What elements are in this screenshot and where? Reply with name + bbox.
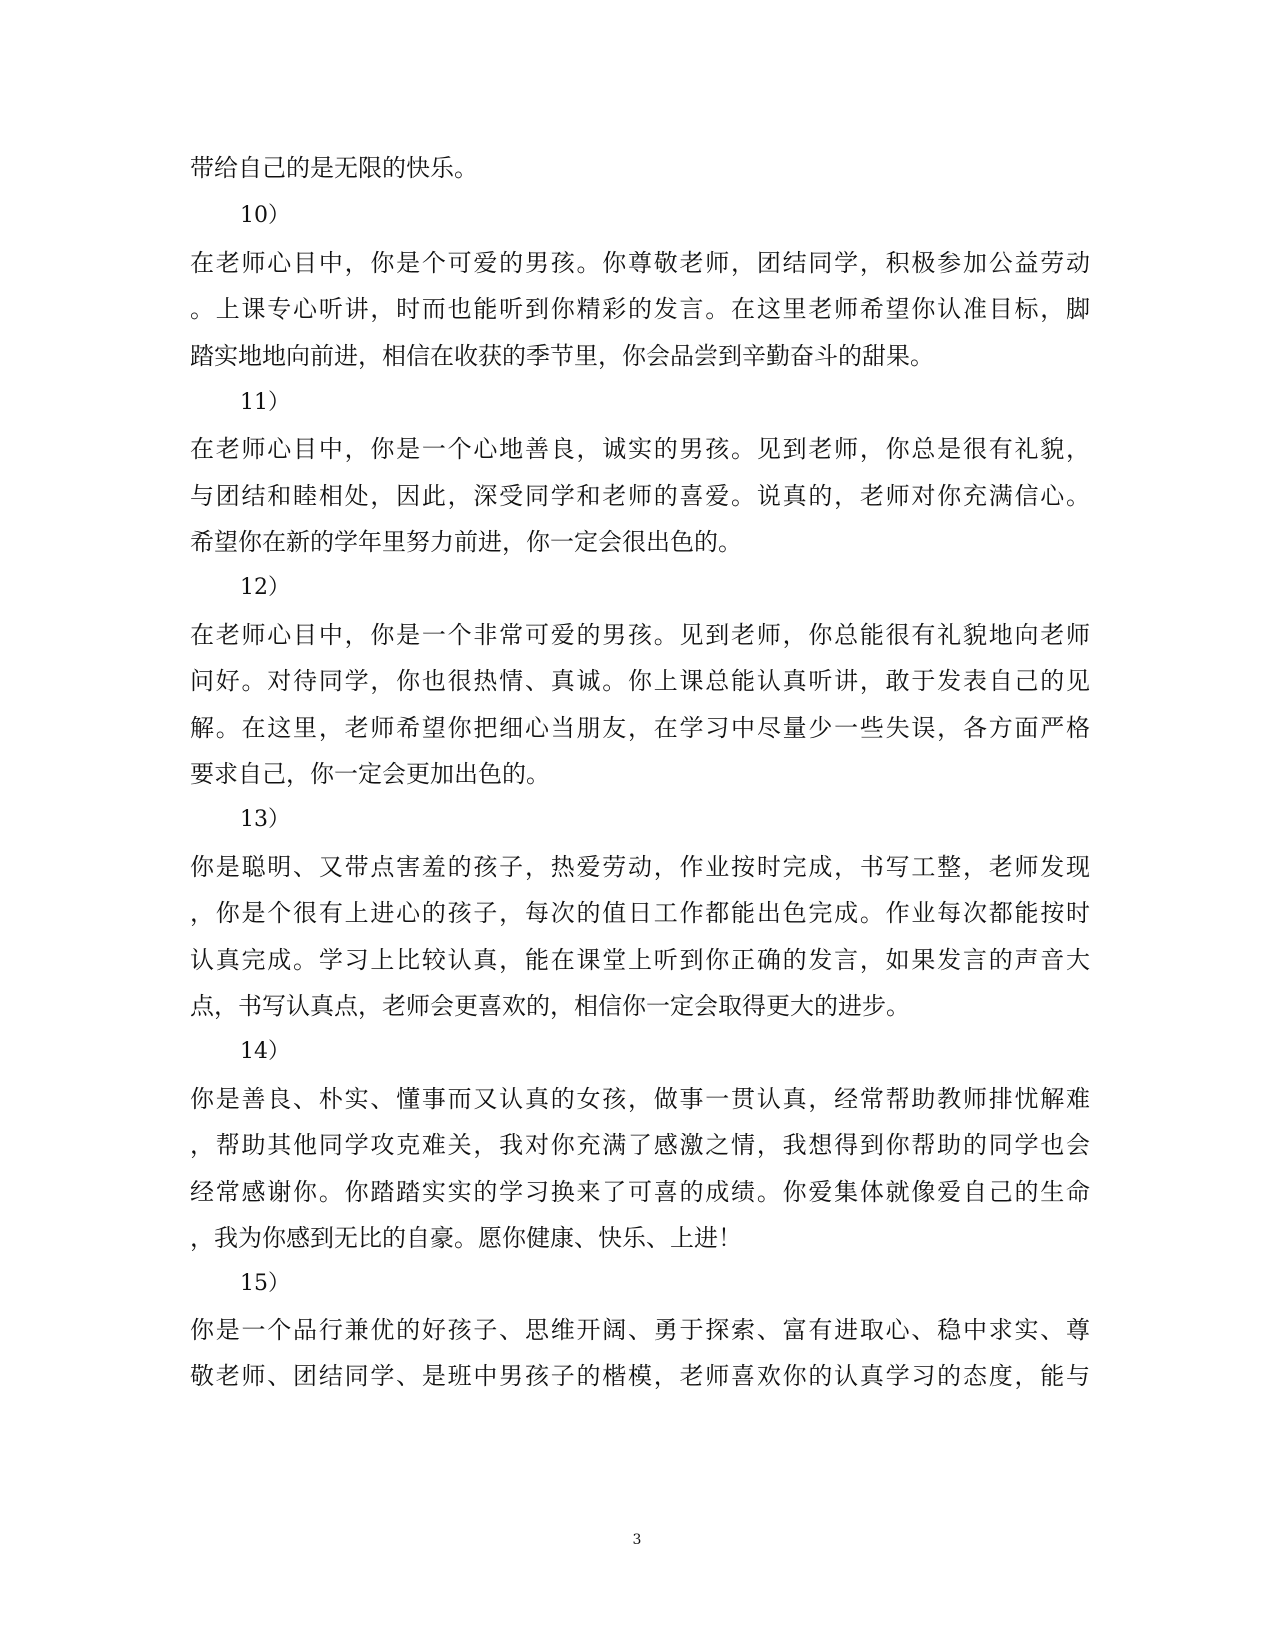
paragraph-line: 敬老师、团结同学、是班中男孩子的楷模，老师喜欢你的认真学习的态度，能与 [190, 1362, 1090, 1390]
paragraph-line: 你是一个品行兼优的好孩子、思维开阔、勇于探索、富有进取心、稳中求实、尊 [190, 1316, 1090, 1344]
page-number: 3 [632, 1532, 642, 1548]
paragraph-line: 认真完成。学习上比较认真，能在课堂上听到你正确的发言，如果发言的声音大 [190, 946, 1090, 974]
paragraph-line: 在老师心目中，你是一个非常可爱的男孩。见到老师，你总能很有礼貌地向老师 [190, 621, 1090, 649]
entry-number: 12） [240, 575, 290, 600]
entry-number: 11） [240, 390, 290, 415]
paragraph-line: 与团结和睦相处，因此，深受同学和老师的喜爱。说真的，老师对你充满信心。 [190, 482, 1090, 510]
paragraph-line: 希望你在新的学年里努力前进，你一定会很出色的。 [190, 528, 742, 556]
entry-number: 14） [240, 1039, 290, 1064]
paragraph-line: 在老师心目中，你是个可爱的男孩。你尊敬老师，团结同学，积极参加公益劳动 [190, 249, 1090, 277]
paragraph-line: 带给自己的是无限的快乐。 [190, 154, 478, 182]
paragraph-line: 踏实地地向前进，相信在收获的季节里，你会品尝到辛勤奋斗的甜果。 [190, 342, 934, 370]
entry-number: 13） [240, 807, 290, 832]
paragraph-line: 解。在这里，老师希望你把细心当朋友，在学习中尽量少一些失误，各方面严格 [190, 714, 1090, 742]
paragraph-line: 经常感谢你。你踏踏实实的学习换来了可喜的成绩。你爱集体就像爱自己的生命 [190, 1178, 1090, 1206]
paragraph-line: 在老师心目中，你是一个心地善良，诚实的男孩。见到老师，你总是很有礼貌， [190, 435, 1090, 463]
paragraph-line: 要求自己，你一定会更加出色的。 [190, 760, 550, 788]
paragraph-line: 点，书写认真点，老师会更喜欢的，相信你一定会取得更大的进步。 [190, 992, 910, 1020]
paragraph-line: ，你是个很有上进心的孩子，每次的值日工作都能出色完成。作业每次都能按时 [190, 899, 1090, 927]
paragraph-line: ，帮助其他同学攻克难关，我对你充满了感激之情，我想得到你帮助的同学也会 [190, 1131, 1090, 1159]
paragraph-line: 问好。对待同学，你也很热情、真诚。你上课总能认真听讲，敢于发表自己的见 [190, 667, 1090, 695]
paragraph-line: 。上课专心听讲，时而也能听到你精彩的发言。在这里老师希望你认准目标，脚 [190, 295, 1090, 323]
paragraph-line: 你是聪明、又带点害羞的孩子，热爱劳动，作业按时完成，书写工整，老师发现 [190, 853, 1090, 881]
entry-number: 10） [240, 203, 290, 228]
paragraph-line: ，我为你感到无比的自豪。愿你健康、快乐、上进！ [190, 1224, 742, 1252]
entry-number: 15） [240, 1271, 290, 1296]
paragraph-line: 你是善良、朴实、懂事而又认真的女孩，做事一贯认真，经常帮助教师排忧解难 [190, 1085, 1090, 1113]
